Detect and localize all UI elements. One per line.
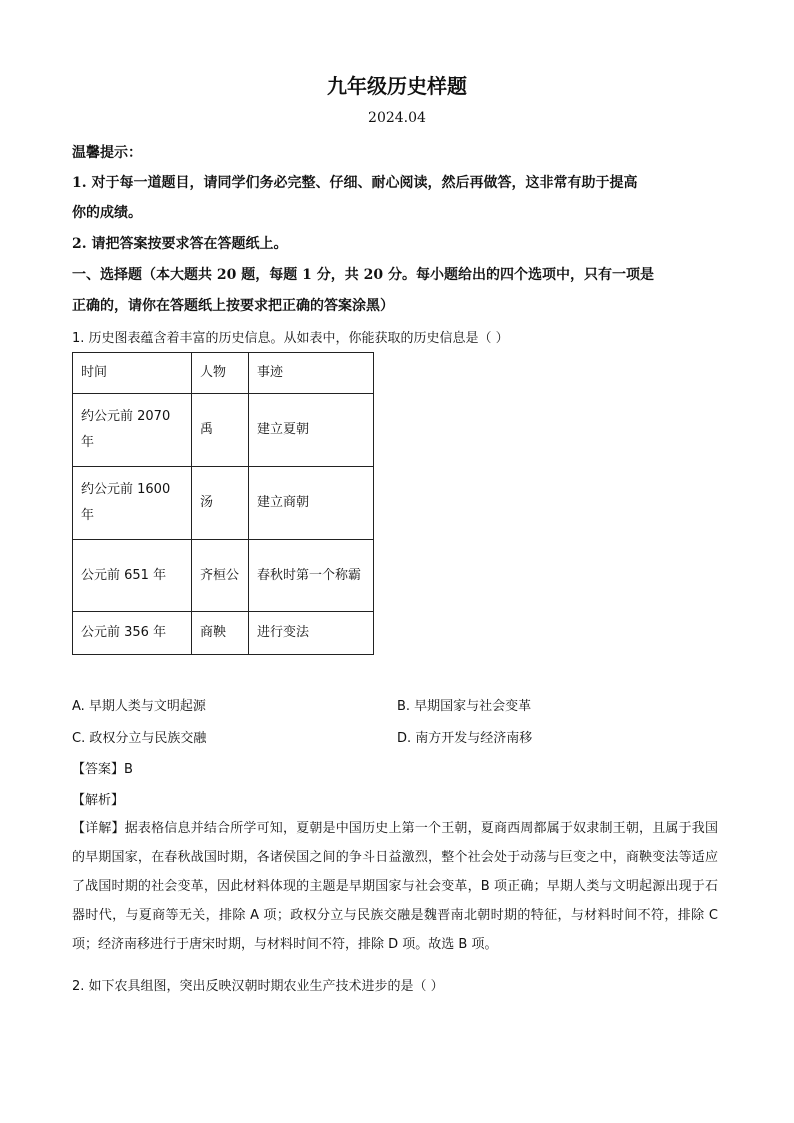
table-cell-person: 商鞅 xyxy=(192,612,249,655)
section-1-heading-line-2: 正确的，请你在答题纸上按要求把正确的答案涂黑） xyxy=(72,298,394,314)
table-cell-time: 约公元前 2070 年 xyxy=(73,394,192,467)
option-c: C. 政权分立与民族交融 xyxy=(72,731,207,746)
exam-date: 2024.04 xyxy=(368,110,426,126)
table-cell-person: 汤 xyxy=(192,467,249,540)
table-row xyxy=(73,394,374,467)
question-1: 1. 历史图表蕴含着丰富的历史信息。从如表中，你能获取的历史信息是（ ） xyxy=(72,331,509,346)
page-title: 九年级历史样题 xyxy=(327,74,467,98)
table-cell-time: 约公元前 1600 年 xyxy=(73,467,192,540)
header-cell-person: 人物 xyxy=(192,353,249,394)
table-cell-deed: 春秋时第一个称霸 xyxy=(249,540,374,612)
table-cell-person: 禹 xyxy=(192,394,249,467)
option-b: B. 早期国家与社会变革 xyxy=(397,699,532,714)
answer-label: 【答案】B xyxy=(72,762,133,777)
table-cell-time: 公元前 651 年 xyxy=(73,540,192,612)
table-cell-time: 公元前 356 年 xyxy=(73,612,192,655)
tip-1-line-1: 1. 对于每一道题目，请同学们务必完整、仔细、耐心阅读，然后再做答，这非常有助于提高 xyxy=(72,175,638,191)
tips-heading: 温馨提示： xyxy=(72,145,142,161)
table-cell-person: 齐桓公 xyxy=(192,540,249,612)
history-table xyxy=(72,352,374,655)
table-header-row xyxy=(73,353,374,394)
option-d: D. 南方开发与经济南移 xyxy=(397,731,533,746)
question-2: 2. 如下农具组图，突出反映汉朝时期农业生产技术进步的是（ ） xyxy=(72,979,444,994)
table-row xyxy=(73,467,374,540)
tip-2: 2. 请把答案按要求答在答题纸上。 xyxy=(72,236,288,252)
table-row xyxy=(73,612,374,655)
table-row xyxy=(73,540,374,612)
table-cell-deed: 进行变法 xyxy=(249,612,374,655)
option-a: A. 早期人类与文明起源 xyxy=(72,699,206,714)
header-cell-deed: 事迹 xyxy=(249,353,374,394)
table-cell-deed: 建立夏朝 xyxy=(249,394,374,467)
analysis-heading: 【解析】 xyxy=(72,793,125,808)
header-cell-time: 时间 xyxy=(73,353,192,394)
tip-1-line-2: 你的成绩。 xyxy=(72,205,142,221)
section-1-heading-line-1: 一、选择题（本大题共 20 题，每题 1 分，共 20 分。每小题给出的四个选项中，只有一项是 xyxy=(72,267,654,283)
detail-paragraph: 【详解】据表格信息并结合所学可知，夏朝是中国历史上第一个王朝，夏商西周都属于奴隶制王朝，且属于我国的早期国家，在春秋战国时期，各诸侯国之间的争斗日益激烈，整个社会处于动荡与巨变之中，商鞅变法等适应了战国时期的社会变革，因此材料体现的主题是早期国家与社会变革，B 项正确；早期人类与文明起源出现于石器时代，与夏商等无关，排除 A 项；政权分立与民族交融是魏晋南北朝时期的特征，与材料时间不符，排除 C 项；经济南移进行于唐宋时期，与材料时间不符，排除 D 项。故选 B 项。 xyxy=(72,821,718,952)
table-cell-deed: 建立商朝 xyxy=(249,467,374,540)
